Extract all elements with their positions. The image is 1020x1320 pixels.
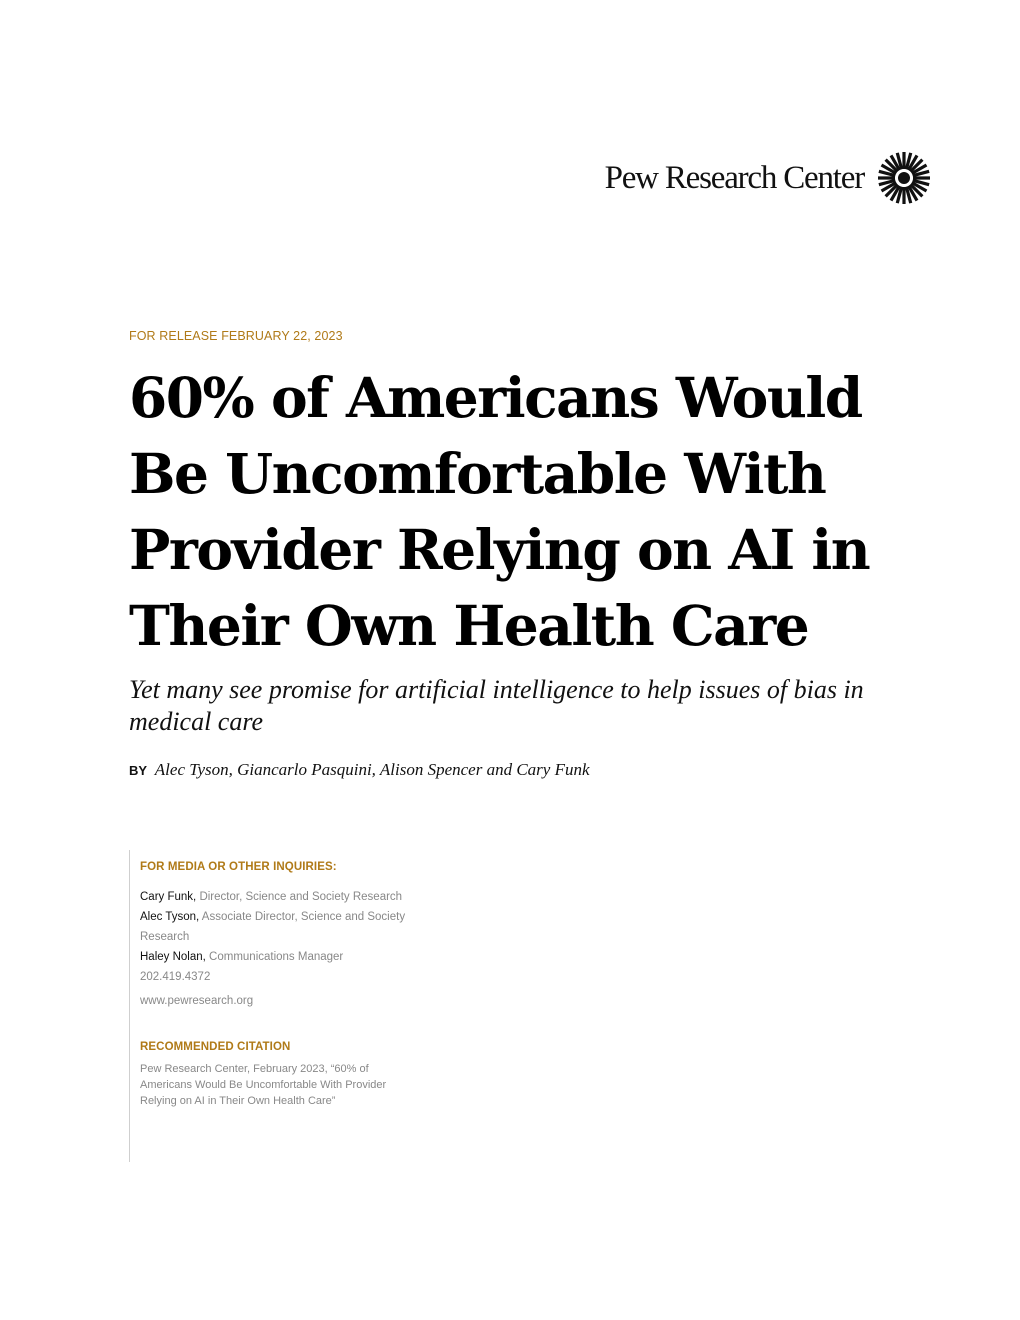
byline-prefix: BY [129,763,148,778]
inquiries-heading: FOR MEDIA OR OTHER INQUIRIES: [140,861,337,873]
byline-authors: Alec Tyson, Giancarlo Pasquini, Alison Spencer and Cary Funk [154,760,590,779]
contact-name: Haley Nolan, [140,951,206,963]
contact-role: Communications Manager [205,951,344,963]
contact-item [140,887,440,907]
contact-list [140,887,440,1011]
contact-name: Alec Tyson, [140,911,200,923]
pew-logo[interactable] [605,150,932,206]
pew-sunburst-icon [876,150,932,206]
contact-role: Director, Science and Society Research [196,891,403,903]
contact-item [140,907,440,947]
contact-name: Cary Funk, [140,891,197,903]
phone-number[interactable]: 202.419.4372 [140,971,211,983]
website-link[interactable]: www.pewresearch.org [140,995,254,1007]
citation-text: Pew Research Center, February 2023, “60% of Americans Would Be Uncomfortable With Provider Relying on AI in Their Own Health Care” [140,1063,387,1107]
contact-role: Associate Director, Science and Society Research [140,911,406,943]
inquiries-sidebar [129,850,440,1162]
release-date: FOR RELEASE FEBRUARY 22, 2023 [129,329,343,343]
citation-heading: RECOMMENDED CITATION [140,1041,291,1053]
report-title: 60% of Americans Would Be Uncomfortable With Provider Relying on AI in Their Own Health Care [129,365,870,658]
logo-text: Pew Research Center [604,159,864,196]
report-subtitle: Yet many see promise for artificial intelligence to help issues of bias in medical care [129,675,864,736]
contact-item [140,947,440,967]
byline [129,760,590,780]
